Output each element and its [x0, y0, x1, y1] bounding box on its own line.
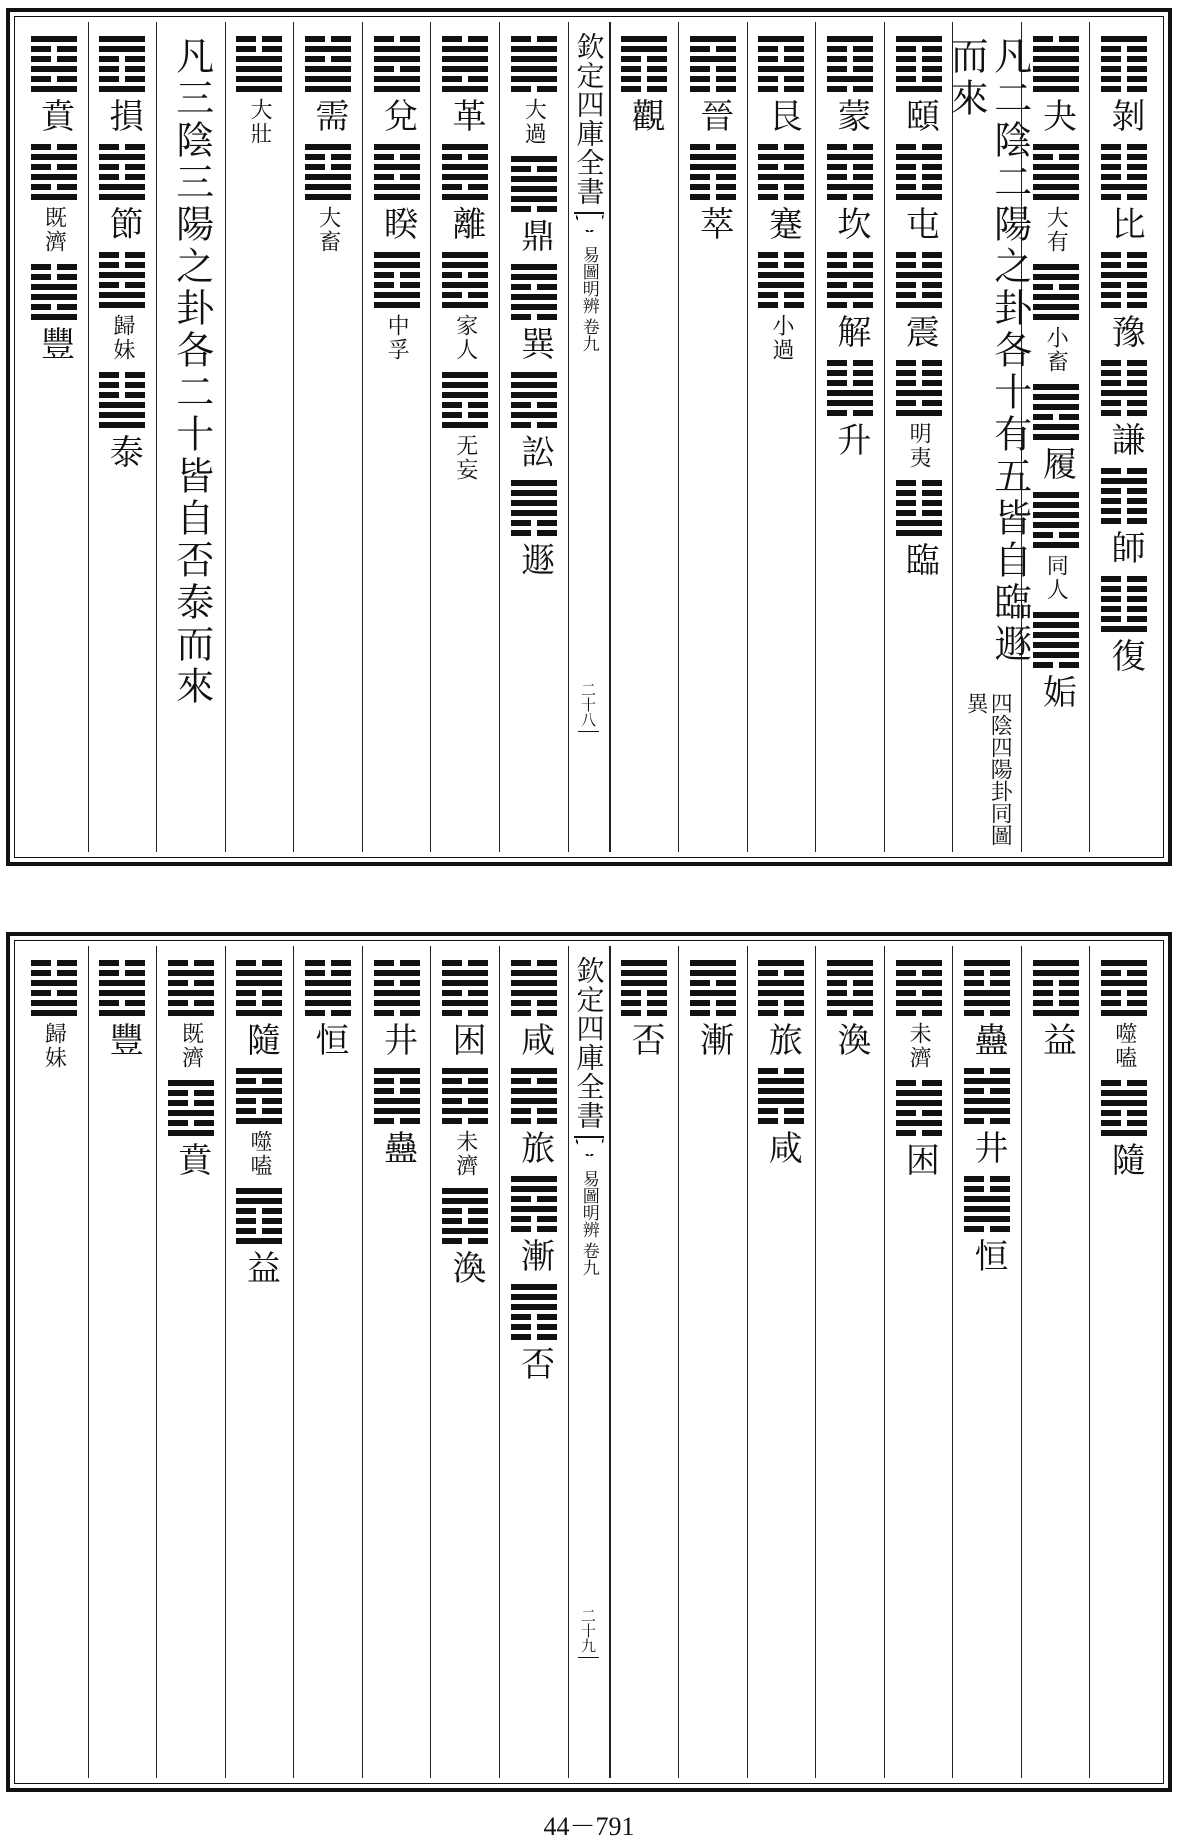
column [156, 946, 225, 1778]
hexagram-name: 巽 [514, 326, 555, 362]
column [747, 22, 816, 852]
hexagram-name: 困 [899, 1142, 940, 1178]
hexagram-entry [442, 34, 488, 134]
hexagram-entry [236, 34, 282, 146]
hexagram-name: 萃 [693, 206, 734, 242]
hexagram-entry [236, 958, 282, 1058]
hexagram-icon [511, 34, 557, 94]
hexagram-icon [827, 34, 873, 94]
annotation: 四陰四陽卦同圖異 [963, 691, 1013, 846]
fish-tail-mark [574, 212, 604, 240]
hexagram-icon [1033, 490, 1079, 550]
hexagram-entry [236, 1066, 282, 1178]
hexagram-entry [1033, 142, 1079, 254]
hexagram-icon [1101, 1078, 1147, 1138]
column [499, 22, 568, 852]
hexagram-icon [374, 142, 420, 202]
hexagram-entry [827, 358, 873, 458]
hexagram-entry [168, 958, 214, 1070]
hexagram-name: 既濟 [178, 1022, 204, 1070]
volume-label: 卷九 [578, 1242, 599, 1276]
hexagram-icon [1033, 142, 1079, 202]
hexagram-icon [99, 958, 145, 1018]
page-number: 二十九 [578, 1608, 599, 1658]
hexagram-icon [1101, 34, 1147, 94]
hexagram-name: 否 [514, 1346, 555, 1382]
hexagram-icon [374, 958, 420, 1018]
hexagram-icon [442, 250, 488, 310]
column [293, 22, 362, 852]
hexagram-icon [442, 958, 488, 1018]
hexagram-entry [1033, 262, 1079, 374]
hexagram-name: 同人 [1043, 554, 1069, 602]
hexagram-name: 未濟 [906, 1022, 932, 1070]
hexagram-icon [964, 958, 1010, 1018]
hexagram-name: 師 [1105, 530, 1146, 566]
hexagram-name: 升 [830, 422, 871, 458]
hexagram-icon [621, 958, 667, 1018]
hexagram-icon [827, 142, 873, 202]
hexagram-name: 觀 [625, 98, 666, 134]
hexagram-entry [442, 958, 488, 1058]
hexagram-icon [896, 478, 942, 538]
hexagram-entry [690, 142, 736, 242]
hexagram-icon [896, 958, 942, 1018]
hexagram-entry [964, 1066, 1010, 1166]
hexagram-name: 既濟 [41, 206, 67, 254]
hexagram-icon [511, 478, 557, 538]
hexagram-name: 臨 [899, 542, 940, 578]
hexagram-icon [31, 34, 77, 94]
hexagram-entry [1101, 142, 1147, 242]
hexagram-icon [236, 1186, 282, 1246]
page-number: 二十八 [578, 682, 599, 732]
column [430, 22, 499, 852]
hexagram-icon [1101, 250, 1147, 310]
hexagram-icon [442, 1066, 488, 1126]
hexagram-icon [511, 262, 557, 322]
hexagram-name: 渙 [446, 1250, 486, 1286]
column [225, 946, 294, 1778]
hexagram-name: 豫 [1105, 314, 1146, 350]
hexagram-icon [236, 1066, 282, 1126]
hexagram-entry [1101, 250, 1147, 350]
hexagram-icon [621, 34, 667, 94]
hexagram-icon [896, 142, 942, 202]
hexagram-name: 恒 [308, 1022, 349, 1058]
hexagram-entry [896, 142, 942, 242]
hexagram-name: 噬嗑 [1111, 1022, 1137, 1070]
hexagram-icon [99, 370, 145, 430]
hexagram-entry [1033, 610, 1079, 710]
page-reference: 44－791 [543, 1812, 635, 1841]
hexagram-name: 否 [625, 1022, 666, 1058]
hexagram-icon [1033, 382, 1079, 442]
hexagram-entry [31, 34, 77, 134]
hexagram-entry [758, 142, 804, 242]
hexagram-entry [305, 958, 351, 1058]
hexagram-name: 坎 [830, 206, 871, 242]
hexagram-name: 遯 [514, 542, 555, 578]
hexagram-entry [896, 358, 942, 470]
hexagram-icon [511, 154, 557, 214]
chapter-title: 易圖明辨 [578, 246, 599, 314]
hexagram-name: 大壯 [247, 98, 273, 146]
hexagram-entry [827, 34, 873, 134]
hexagram-icon [1101, 574, 1147, 634]
hexagram-icon [1101, 142, 1147, 202]
hexagram-icon [758, 958, 804, 1018]
hexagram-name: 咸 [762, 1130, 803, 1166]
hexagram-icon [442, 34, 488, 94]
hexagram-entry [511, 1066, 557, 1166]
hexagram-name: 歸妹 [109, 314, 135, 362]
hexagram-entry [827, 142, 873, 242]
hexagram-entry [99, 370, 145, 470]
column [678, 22, 747, 852]
hexagram-entry [31, 142, 77, 254]
column [678, 946, 747, 1778]
hexagram-icon [758, 1066, 804, 1126]
hexagram-name: 旅 [514, 1130, 555, 1166]
hexagram-entry [511, 958, 557, 1058]
hexagram-icon [442, 370, 488, 430]
hexagram-name: 蠱 [967, 1022, 1008, 1058]
hexagram-icon [374, 250, 420, 310]
hexagram-icon [442, 142, 488, 202]
hexagram-entry [690, 958, 736, 1058]
hexagram-icon [305, 34, 351, 94]
hexagram-entry [827, 958, 873, 1058]
hexagram-entry [511, 478, 557, 578]
hexagram-name: 豐 [103, 1022, 144, 1058]
hexagram-name: 小畜 [1043, 326, 1069, 374]
hexagram-icon [511, 370, 557, 430]
hexagram-entry [99, 142, 145, 242]
hexagram-name: 晉 [693, 98, 734, 134]
hexagram-name: 謙 [1105, 422, 1146, 458]
hexagram-entry [827, 250, 873, 350]
hexagram-name: 震 [899, 314, 940, 350]
hexagram-entry [896, 34, 942, 134]
hexagram-entry [1033, 382, 1079, 482]
hexagram-name: 解 [830, 314, 871, 350]
fish-tail-mark [574, 1136, 604, 1164]
hexagram-name: 頤 [899, 98, 940, 134]
hexagram-icon [305, 958, 351, 1018]
hexagram-icon [1101, 466, 1147, 526]
hexagram-icon [511, 958, 557, 1018]
hexagram-name: 夬 [1036, 98, 1077, 134]
hexagram-name: 漸 [514, 1238, 555, 1274]
hexagram-entry [964, 1174, 1010, 1274]
hexagram-entry [1101, 958, 1147, 1070]
hexagram-name: 大過 [521, 98, 547, 146]
hexagram-name: 兌 [377, 98, 418, 134]
hexagram-icon [168, 1078, 214, 1138]
hexagram-entry [1101, 34, 1147, 134]
hexagram-entry [621, 958, 667, 1058]
hexagram-icon [31, 142, 77, 202]
hexagram-entry [305, 34, 351, 134]
hexagram-name: 大畜 [315, 206, 341, 254]
hexagram-entry [511, 34, 557, 146]
hexagram-icon [690, 142, 736, 202]
column [293, 946, 362, 1778]
column [430, 946, 499, 1778]
hexagram-name: 隨 [1105, 1142, 1146, 1178]
hexagram-name: 漸 [693, 1022, 734, 1058]
column [20, 946, 88, 1778]
hexagram-entry [442, 370, 488, 482]
hexagram-name: 歸妹 [41, 1022, 67, 1070]
hexagram-name: 節 [103, 206, 144, 242]
column [815, 22, 884, 852]
hexagram-entry [99, 34, 145, 134]
hexagram-entry [99, 958, 145, 1058]
column [1089, 22, 1158, 852]
hexagram-name: 履 [1036, 446, 1077, 482]
column [884, 22, 953, 852]
hexagram-entry [896, 958, 942, 1070]
hexagram-icon [758, 34, 804, 94]
hexagram-entry [168, 1078, 214, 1178]
hexagram-name: 噬嗑 [247, 1130, 273, 1178]
hexagram-name: 困 [446, 1022, 486, 1058]
hexagram-icon [1101, 358, 1147, 418]
hexagram-name: 蠱 [377, 1130, 418, 1166]
hexagram-name: 益 [240, 1250, 281, 1286]
hexagram-icon [99, 142, 145, 202]
hexagram-entry [442, 1066, 488, 1178]
hexagram-icon [374, 34, 420, 94]
hexagram-name: 比 [1105, 206, 1146, 242]
hexagram-icon [896, 358, 942, 418]
hexagram-icon [758, 142, 804, 202]
column [815, 946, 884, 1778]
hexagram-entry [896, 478, 942, 578]
hexagram-entry [442, 1186, 488, 1286]
hexagram-entry [964, 958, 1010, 1058]
hexagram-name: 豐 [34, 326, 75, 362]
hexagram-name: 姤 [1036, 674, 1077, 710]
hexagram-name: 渙 [830, 1022, 871, 1058]
hexagram-name: 訟 [514, 434, 555, 470]
center-band [568, 946, 610, 1778]
hexagram-name: 井 [377, 1022, 418, 1058]
hexagram-entry [511, 1174, 557, 1274]
hexagram-icon [374, 1066, 420, 1126]
center-band [568, 22, 610, 852]
hexagram-entry [758, 34, 804, 134]
hexagram-name: 復 [1105, 638, 1146, 674]
hexagram-icon [1033, 610, 1079, 670]
hexagram-icon [442, 1186, 488, 1246]
hexagram-name: 中孚 [384, 314, 410, 362]
hexagram-name: 賁 [171, 1142, 212, 1178]
hexagram-entry [758, 958, 804, 1058]
volume-label: 卷九 [578, 318, 599, 352]
hexagram-entry [511, 154, 557, 254]
hexagram-entry [1101, 574, 1147, 674]
hexagram-name: 隨 [240, 1022, 281, 1058]
hexagram-icon [896, 34, 942, 94]
prose-text: 凡二陰二陽之卦各十有五皆自臨遯而來 [944, 36, 1032, 666]
hexagram-entry [1033, 490, 1079, 602]
hexagram-name: 賁 [34, 98, 75, 134]
hexagram-icon [236, 958, 282, 1018]
hexagram-icon [758, 250, 804, 310]
hexagram-name: 剝 [1105, 98, 1146, 134]
hexagram-entry [305, 142, 351, 254]
hexagram-entry [99, 250, 145, 362]
hexagram-name: 小過 [768, 314, 794, 362]
hexagram-name: 蹇 [762, 206, 803, 242]
hexagram-entry [511, 370, 557, 470]
hexagram-entry [1101, 1078, 1147, 1178]
column [747, 946, 816, 1778]
column [610, 946, 679, 1778]
hexagram-entry [758, 250, 804, 362]
hexagram-entry [1101, 358, 1147, 458]
prose-text: 凡三陰三陽之卦各二十皆自否泰而來 [169, 36, 214, 708]
hexagram-icon [964, 1066, 1010, 1126]
hexagram-icon [964, 1174, 1010, 1234]
hexagram-entry [621, 34, 667, 134]
hexagram-entry [374, 142, 420, 242]
column [362, 22, 431, 852]
hexagram-name: 革 [446, 98, 486, 134]
hexagram-entry [896, 250, 942, 350]
hexagram-name: 明夷 [906, 422, 932, 470]
hexagram-entry [758, 1066, 804, 1166]
hexagram-entry [1101, 466, 1147, 566]
hexagram-icon [31, 958, 77, 1018]
hexagram-icon [1033, 34, 1079, 94]
hexagram-name: 无妄 [452, 434, 478, 482]
hexagram-name: 需 [308, 98, 349, 134]
chapter-title: 易圖明辨 [578, 1170, 599, 1238]
hexagram-name: 益 [1036, 1022, 1077, 1058]
hexagram-icon [690, 958, 736, 1018]
column [88, 22, 157, 852]
hexagram-entry [896, 1078, 942, 1178]
book-title: 欽定四庫全書 [572, 32, 606, 206]
hexagram-icon [827, 958, 873, 1018]
hexagram-icon [31, 262, 77, 322]
hexagram-entry [31, 262, 77, 362]
lower-columns [20, 946, 1158, 1778]
hexagram-name: 鼎 [514, 218, 555, 254]
hexagram-name: 未濟 [452, 1130, 478, 1178]
hexagram-icon [827, 358, 873, 418]
hexagram-entry [1033, 958, 1079, 1058]
hexagram-name: 恒 [967, 1238, 1008, 1274]
hexagram-icon [99, 250, 145, 310]
hexagram-name: 大有 [1043, 206, 1069, 254]
hexagram-entry [374, 34, 420, 134]
hexagram-name: 泰 [103, 434, 144, 470]
hexagram-name: 咸 [514, 1022, 555, 1058]
column [952, 946, 1021, 1778]
hexagram-entry [374, 958, 420, 1058]
hexagram-icon [1033, 958, 1079, 1018]
upper-columns [20, 22, 1158, 852]
hexagram-icon [511, 1174, 557, 1234]
hexagram-entry [374, 250, 420, 362]
hexagram-name: 井 [967, 1130, 1008, 1166]
column [88, 946, 157, 1778]
column [1021, 946, 1090, 1778]
hexagram-entry [31, 958, 77, 1070]
hexagram-entry [511, 1282, 557, 1382]
column [225, 22, 294, 852]
hexagram-icon [511, 1066, 557, 1126]
hexagram-name: 旅 [762, 1022, 803, 1058]
lower-page [6, 932, 1172, 1792]
hexagram-icon [896, 250, 942, 310]
hexagram-icon [99, 34, 145, 94]
hexagram-entry [442, 142, 488, 242]
hexagram-entry [690, 34, 736, 134]
hexagram-icon [511, 1282, 557, 1342]
hexagram-icon [1033, 262, 1079, 322]
hexagram-icon [690, 34, 736, 94]
hexagram-name: 屯 [899, 206, 940, 242]
hexagram-icon [827, 250, 873, 310]
hexagram-icon [236, 34, 282, 94]
hexagram-icon [305, 142, 351, 202]
hexagram-entry [1033, 34, 1079, 134]
hexagram-name: 蒙 [830, 98, 871, 134]
hexagram-name: 家人 [452, 314, 478, 362]
hexagram-entry [374, 1066, 420, 1166]
upper-page [6, 8, 1172, 866]
book-title: 欽定四庫全書 [572, 956, 606, 1130]
column [499, 946, 568, 1778]
hexagram-entry [236, 1186, 282, 1286]
hexagram-entry [442, 250, 488, 362]
hexagram-name: 睽 [377, 206, 418, 242]
column [20, 22, 88, 852]
hexagram-name: 損 [103, 98, 144, 134]
hexagram-icon [168, 958, 214, 1018]
column [610, 22, 679, 852]
hexagram-name: 艮 [762, 98, 803, 134]
column [1089, 946, 1158, 1778]
column [944, 22, 1032, 852]
hexagram-entry [511, 262, 557, 362]
hexagram-icon [1101, 958, 1147, 1018]
column [362, 946, 431, 1778]
column [156, 22, 225, 852]
column [884, 946, 953, 1778]
hexagram-name: 離 [446, 206, 486, 242]
hexagram-icon [896, 1078, 942, 1138]
